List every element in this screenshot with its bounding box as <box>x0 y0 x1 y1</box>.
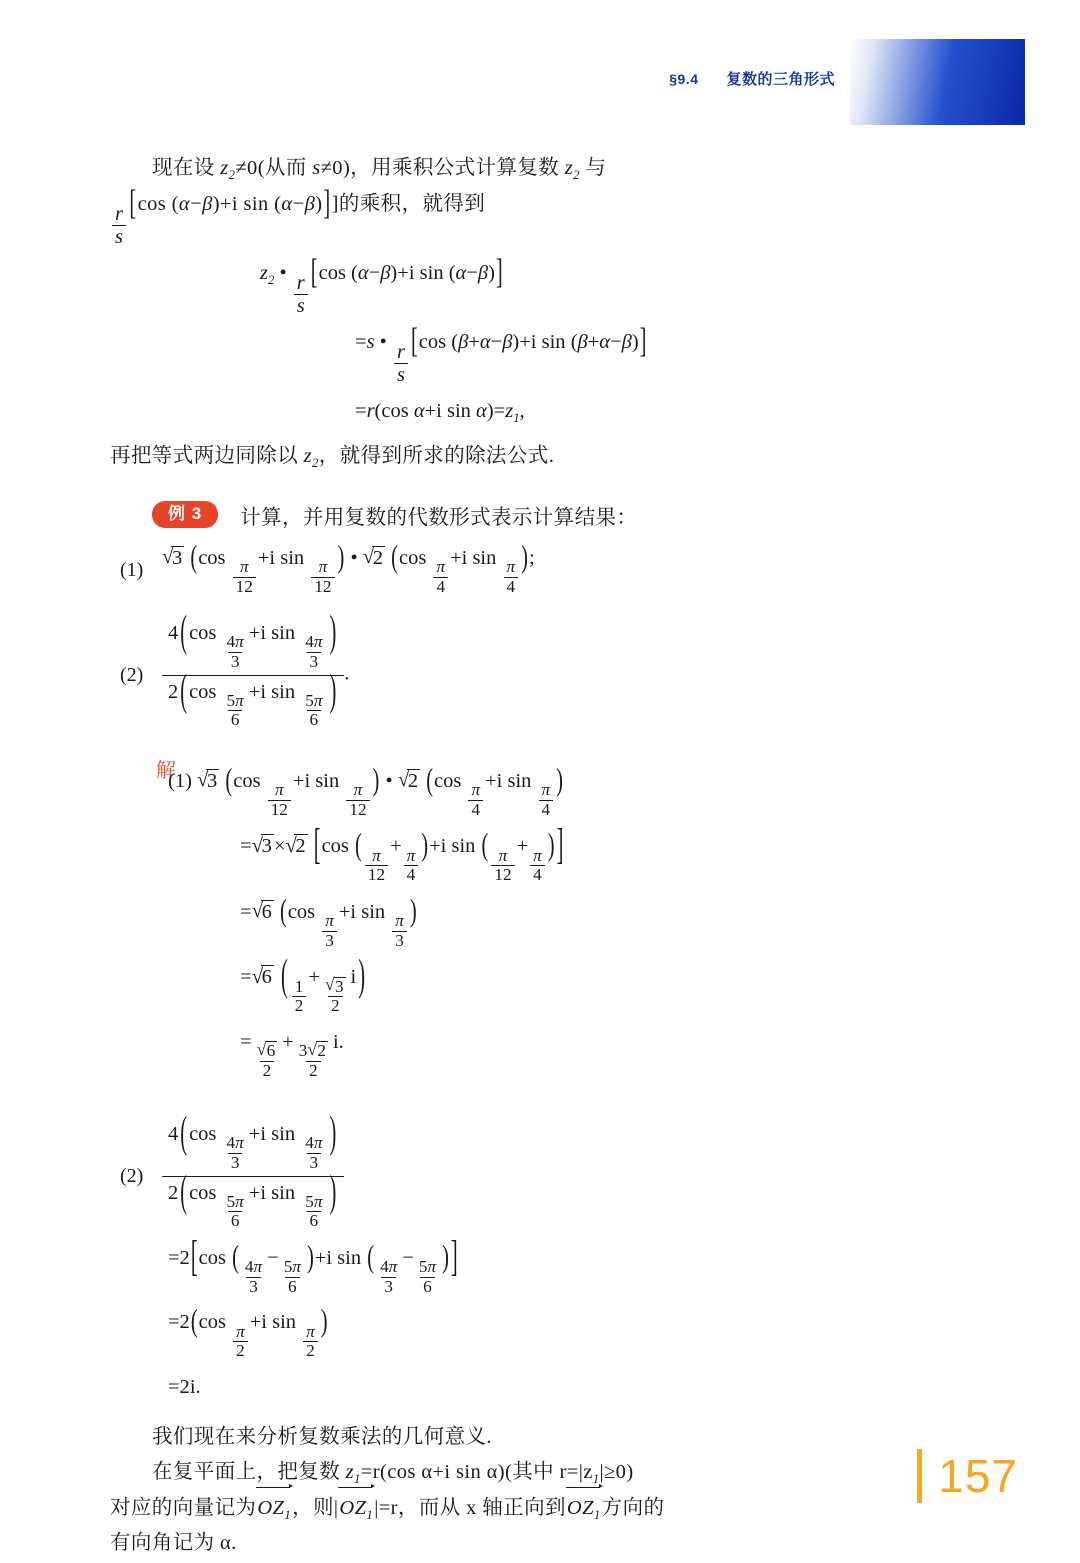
paragraph-complex-plane-2: 对应的向量记为$OZ_1$，则$|OZ_1|=r$，而从 x 轴正向到$OZ_1$方向的 <box>110 1492 970 1526</box>
var-s: s <box>312 157 321 179</box>
header-decorative-block <box>850 35 1025 125</box>
example-item-2 <box>110 609 970 730</box>
paragraph-complex-plane-1: 在复平面上，把复数 $z_1=r(\cos$ α+i sin α)(其中 $r=|z_1|\ge 0$) <box>152 1461 634 1487</box>
var-z2-b: $z_2$ <box>564 157 580 183</box>
page-content <box>110 152 970 1563</box>
item-1-label: (1) <box>120 559 144 582</box>
item-2-expression: 4(cos $\frac{4\pi}{3}$ +i sin $\frac{4\pi}{3}$ ) 2(cos $\frac{5\pi}{6}$ +i sin $\frac{5\pi}{6}$ ) . <box>162 620 349 730</box>
solution-item-2 <box>110 1110 970 1231</box>
paragraph-intro-cont: $\frac{r}{s}$ [cos (α−β)+i sin (α−β)]]的乘积，就得到 <box>110 188 970 248</box>
var-z2: $z_2$ <box>220 157 236 183</box>
item-1-expression: √ 3 (cos $\frac{\pi}{12}$ +i sin $\frac{\pi}{12}$ ) • √ 2 (cos $\frac{\pi}{4}$ +i sin $\frac{\pi}{4}$ ); <box>162 546 535 596</box>
example-heading <box>152 500 970 530</box>
header-section-number: §9.4 <box>669 71 699 87</box>
solution-2-line2: =2[cos ( $\frac{4\pi}{3}$ − $\frac{5\pi}{6}$ )+i sin ( $\frac{4\pi}{3}$ − $\frac{5\pi}{6}$ )] <box>168 1234 458 1296</box>
fraction-r-over-s-3: $\frac{r}{s}$ <box>394 341 408 386</box>
paragraph-divide-both-sides: 再把等式两边同除以 $z_2$，就得到所求的除法公式. <box>110 445 555 471</box>
vector-oz1-c: $OZ_1$ <box>566 1492 602 1526</box>
solution-1-line3: = √ 6 (cos $\frac{\pi}{3}$ +i sin $\frac{\pi}{3}$ ) <box>168 900 970 950</box>
equation-product-line3: =r(cos α+i $\sin \alpha)=z_1$, <box>355 399 525 425</box>
equation-product-line2: =s • $\frac{r}{s}$ [cos (β+α−β)+i sin (β+α−β)] <box>355 322 647 386</box>
page-footer <box>917 1449 1018 1503</box>
example-item-1 <box>110 540 970 596</box>
solution-body <box>168 754 970 1095</box>
vector-oz1: $OZ_1$ <box>256 1492 292 1526</box>
vector-oz1-b: $OZ_1$ <box>338 1492 374 1526</box>
solution-2-line4: =2i. <box>168 1375 201 1398</box>
solution-1-line5: = √ $\frac{6}{2}$ + $\frac{3 √ 2}{2}$ i. <box>168 1031 970 1080</box>
solution-item-2-label: (2) <box>120 1164 144 1187</box>
paragraph-complex-plane-3: 有向角记为 α. <box>110 1532 237 1555</box>
header-section-title: 复数的三角形式 <box>726 71 835 88</box>
page-header <box>0 0 1080 130</box>
item-2-label: (2) <box>120 663 144 686</box>
fraction-r-over-s-2: $\frac{r}{s}$ <box>294 272 308 317</box>
paragraph-intro: 现在设 $z_2\ne 0$(从而 s≠0)，用乘积公式计算复数 $z_2$ 与 <box>152 157 607 183</box>
solution-2-line3: =2(cos $\frac{\pi}{2}$ +i sin $\frac{\pi}{2}$ ) <box>168 1305 328 1361</box>
solution-1-line4: = √ 6 ( $\frac{1}{2}$ + √ $\frac{3}{2}$ i) <box>168 965 970 1015</box>
example-prompt: 计算，并用复数的代数形式表示计算结果： <box>240 506 638 529</box>
example-badge: 例 3 <box>152 501 218 528</box>
equation-product-line1: $z_2$ • $\frac{r}{s}$ [cos (α−β)+i sin (α−β)] <box>260 253 503 317</box>
solution-2-line1: 4(cos $\frac{4\pi}{3}$ +i sin $\frac{4\pi}{3}$ ) 2(cos $\frac{5\pi}{6}$ +i sin $\frac{5\pi}{6}$ ) <box>162 1121 344 1231</box>
var-z2-c: $z_2$ <box>303 445 319 471</box>
solution-1-line1: (1) √ 3 (cos $\frac{\pi}{12}$ +i sin $\frac{\pi}{12}$ ) • √ 2 (cos $\frac{\pi}{4}$ +i sin $\frac{\pi}{4}$ ) <box>168 769 970 819</box>
solution-block <box>110 754 970 1095</box>
solution-label: 解 <box>156 759 176 782</box>
solution-1-line2: = √ 3× √ 2 [cos ( $\frac{\pi}{12}$ + $\frac{\pi}{4}$ )+i sin ( $\frac{\pi}{12}$ + $\frac{\pi}{4}$ )] <box>168 834 970 884</box>
paragraph-geometric-meaning: 我们现在来分析复数乘法的几何意义. <box>152 1425 492 1448</box>
footer-accent-rule <box>917 1449 922 1503</box>
page-number: 157 <box>938 1450 1018 1502</box>
fraction-r-over-s: $\frac{r}{s}$ <box>112 203 126 248</box>
header-running-title <box>669 68 835 89</box>
